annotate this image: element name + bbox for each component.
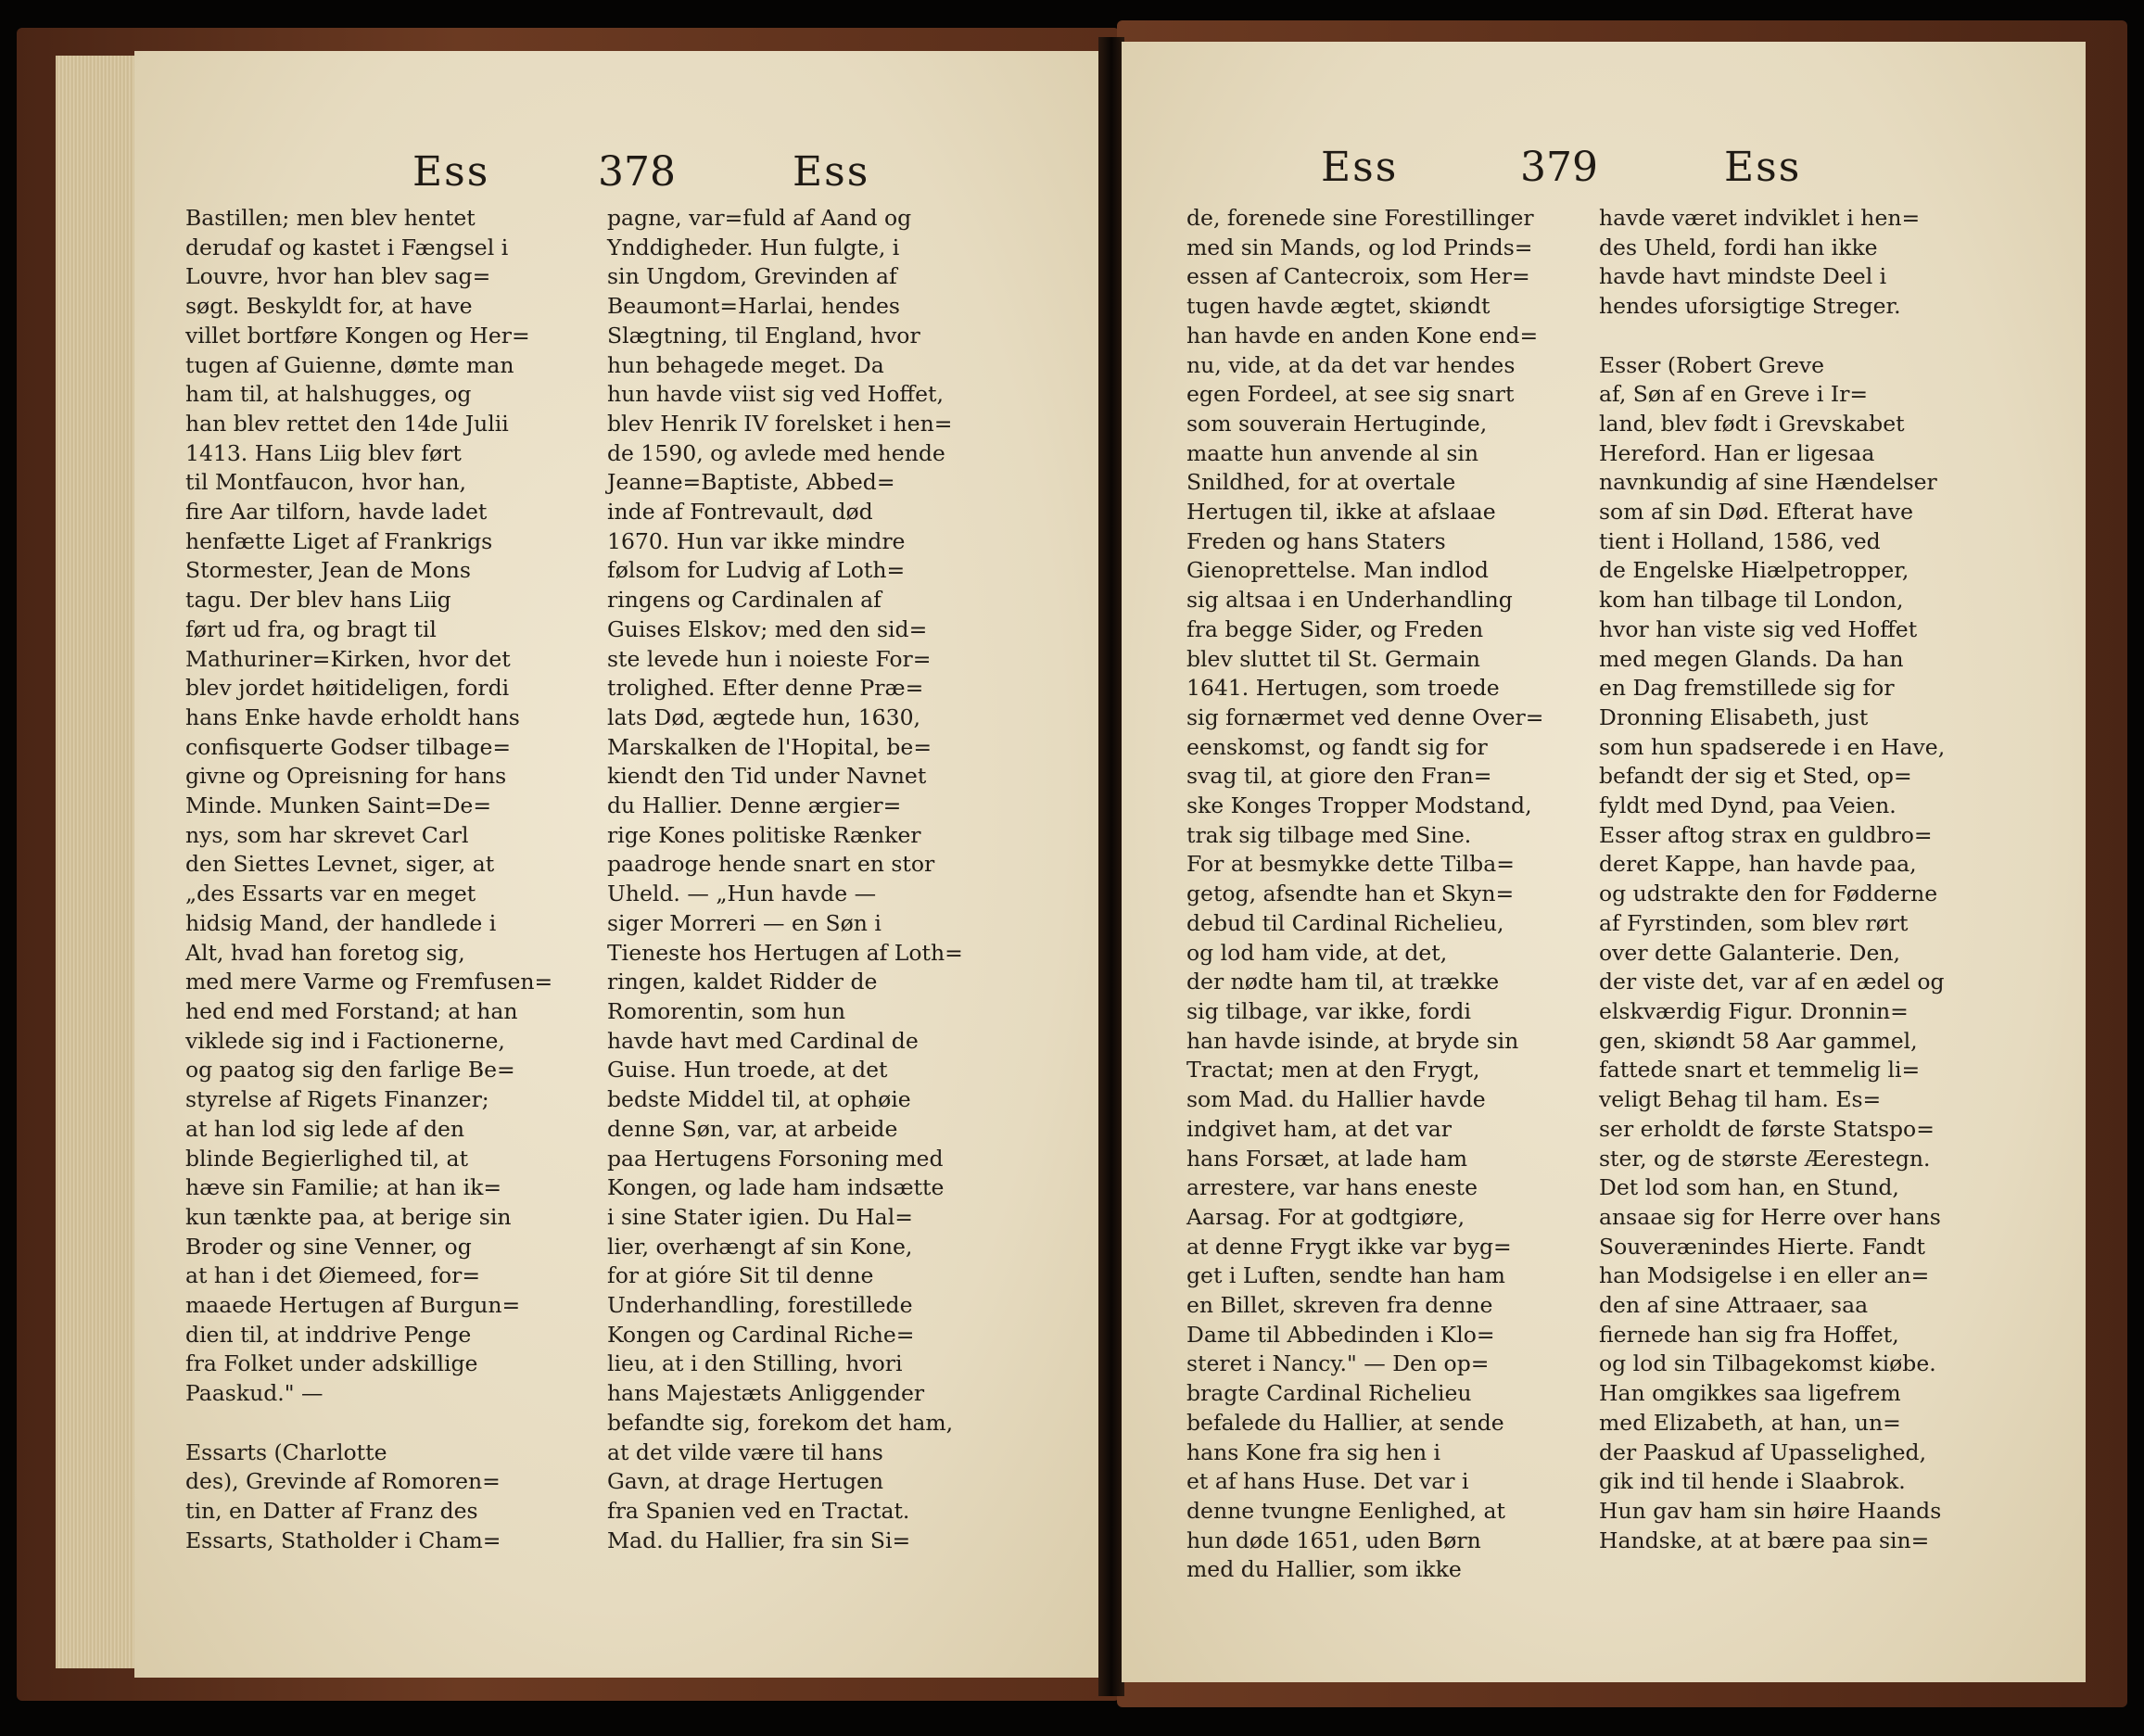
text-line: denne Søn, var, at arbeide [607, 1115, 898, 1142]
text-line: viklede sig ind i Factionerne, [185, 1027, 505, 1054]
text-line: Broder og sine Venner, og [185, 1233, 472, 1260]
text-line: Hertugen til, ikke at afslaae [1186, 499, 1496, 526]
text-line: med sin Mands, og lod Prinds= [1186, 234, 1533, 260]
text-line: Tieneste hos Hertugen af Loth= [607, 939, 963, 966]
text-line: fyldt med Dynd, paa Veien. [1599, 792, 1897, 819]
text-line: dien til, at inddrive Penge [185, 1321, 472, 1348]
text-line: en Dag fremstillede sig for [1599, 675, 1895, 702]
right-page-column-2 [1599, 204, 1984, 1555]
text-line: nu, vide, at da det var hendes [1186, 351, 1516, 378]
text-line: Dame til Abbedinden i Klo= [1186, 1321, 1495, 1348]
text-line: med megen Glands. Da han [1599, 645, 1904, 672]
text-line: Guise. Hun troede, at det [607, 1057, 888, 1083]
text-line: Souverænindes Hierte. Fandt [1599, 1233, 1925, 1260]
text-line: den Siettes Levnet, siger, at [185, 851, 495, 878]
text-line: sig fornærmet ved denne Over= [1186, 703, 1544, 730]
text-line: sin Ungdom, Grevinden af [607, 263, 897, 290]
text-line: hidsig Mand, der handlede i [185, 909, 497, 936]
text-line: land, blev født i Grevskabet [1599, 410, 1905, 437]
text-line: og udstrakte den for Fødderne [1599, 881, 1938, 907]
text-line: blev Henrik IV forelsket i hen= [607, 410, 953, 437]
text-line: havde havt mindste Deel i [1599, 263, 1887, 290]
text-line: deret Kappe, han havde paa, [1599, 851, 1917, 878]
text-line: befalede du Hallier, at sende [1186, 1409, 1504, 1436]
text-line: blinde Begierlighed til, at [185, 1145, 469, 1172]
text-line: Mathuriner=Kirken, hvor det [185, 645, 511, 672]
text-line: ringen, kaldet Ridder de [607, 969, 878, 995]
text-line: Alt, hvad han foretog sig, [185, 939, 465, 966]
text-line: følsom for Ludvig af Loth= [607, 557, 906, 584]
text-line: navnkundig af sine Hændelser [1599, 469, 1937, 496]
text-line: getog, afsendte han et Skyn= [1186, 881, 1515, 907]
text-line: hvor han viste sig ved Hoffet [1599, 615, 1918, 642]
text-line: paadroge hende snart en stor [607, 851, 935, 878]
text-line: For at besmykke dette Tilba= [1186, 851, 1515, 878]
text-line: hendes uforsigtige Streger. [1599, 293, 1901, 320]
text-line: Freden og hans Staters [1186, 527, 1446, 554]
text-line: Stormester, Jean de Mons [185, 557, 471, 584]
text-line: Ynddigheder. Hun fulgte, i [607, 234, 900, 260]
text-line: hans Kone fra sig hen i [1186, 1438, 1441, 1465]
text-line: og lod sin Tilbagekomst kiøbe. [1599, 1350, 1936, 1377]
text-line: kom han tilbage til London, [1599, 587, 1904, 614]
text-line: lieu, at i den Stilling, hvori [607, 1350, 903, 1377]
text-line: Han omgikkes saa ligefrem [1599, 1380, 1901, 1407]
text-line [1599, 322, 1984, 351]
text-line: fra Spanien ved en Tractat. [607, 1497, 910, 1524]
text-line: 1670. Hun var ikke mindre [607, 527, 906, 554]
text-line: get i Luften, sendte han ham [1186, 1262, 1505, 1289]
text-line: af, Søn af en Greve i Ir= [1599, 381, 1869, 408]
text-line: veligt Behag til ham. Es= [1599, 1086, 1882, 1113]
text-line: som hun spadserede i en Have, [1599, 733, 1946, 760]
text-line: gik ind til hende i Slaabrok. [1599, 1468, 1906, 1495]
text-line: des), Grevinde af Romoren= [185, 1468, 501, 1495]
text-line: tient i Holland, 1586, ved [1599, 527, 1881, 554]
text-line: ham til, at halshugges, og [185, 381, 472, 408]
text-line: Louvre, hvor han blev sag= [185, 263, 491, 290]
text-line: ske Konges Tropper Modstand, [1186, 792, 1532, 819]
text-line: Hereford. Han er ligesaa [1599, 439, 1875, 466]
text-line: og lod ham vide, at det, [1186, 939, 1448, 966]
text-line: Aarsag. For at godtgiøre, [1186, 1203, 1465, 1230]
right-page [1122, 42, 2086, 1682]
text-line: og paatog sig den farlige Be= [185, 1057, 515, 1083]
text-line: som Mad. du Hallier havde [1186, 1086, 1486, 1113]
text-line: fra begge Sider, og Freden [1186, 615, 1484, 642]
text-line: siger Morreri — en Søn i [607, 909, 882, 936]
text-line: havde havt med Cardinal de [607, 1027, 919, 1054]
text-line: rige Kones politiske Rænker [607, 821, 921, 848]
text-line: givne og Opreisning for hans [185, 763, 507, 790]
text-line: ansaae sig for Herre over hans [1599, 1203, 1941, 1230]
text-line: fire Aar tilforn, havde ladet [185, 499, 488, 526]
left-page-column-1 [185, 204, 570, 1555]
text-line: med du Hallier, som ikke [1186, 1556, 1462, 1583]
text-line: søgt. Beskyldt for, at have [185, 293, 473, 320]
text-line: 1641. Hertugen, som troede [1186, 675, 1500, 702]
text-line: gen, skiøndt 58 Aar gammel, [1599, 1027, 1918, 1054]
text-line: Minde. Munken Saint=De= [185, 792, 492, 819]
text-line: hans Majestæts Anliggender [607, 1380, 925, 1407]
text-line: trolighed. Efter denne Præ= [607, 675, 924, 702]
text-line: i sine Stater igien. Du Hal= [607, 1203, 913, 1230]
page-number-left: 378 [598, 148, 676, 196]
text-line: ser erholdt de første Statspo= [1599, 1115, 1935, 1142]
text-line: til Montfaucon, hvor han, [185, 469, 466, 496]
text-line: Slægtning, til England, hvor [607, 322, 920, 348]
text-line: kun tænkte paa, at berige sin [185, 1203, 512, 1230]
text-line: elskværdig Figur. Dronnin= [1599, 997, 1909, 1024]
text-line: de 1590, og avlede med hende [607, 439, 945, 466]
text-line: med Elizabeth, at han, un= [1599, 1409, 1901, 1436]
text-line: Det lod som han, en Stund, [1599, 1174, 1899, 1201]
text-line: „des Essarts var en meget [185, 881, 476, 907]
text-line: inde af Fontrevault, død [607, 499, 873, 526]
text-line: han havde isinde, at bryde sin [1186, 1027, 1519, 1054]
right-page-column-1 [1186, 204, 1576, 1585]
text-line: 1413. Hans Liig blev ført [185, 439, 462, 466]
text-line: et af hans Huse. Det var i [1186, 1468, 1469, 1495]
text-line: fattede snart et temmelig li= [1599, 1057, 1921, 1083]
text-line: Kongen og Cardinal Riche= [607, 1321, 915, 1348]
text-line: befandte sig, forekom det ham, [607, 1409, 954, 1436]
text-line: Romorentin, som hun [607, 997, 845, 1024]
text-line: Bastillen; men blev hentet [185, 205, 476, 231]
text-line: at han i det Øiemeed, for= [185, 1262, 481, 1289]
text-line: villet bortføre Kongen og Her= [185, 322, 530, 348]
text-line: Gienoprettelse. Man indlod [1186, 557, 1489, 584]
text-line: debud til Cardinal Richelieu, [1186, 909, 1504, 936]
text-line: af Fyrstinden, som blev rørt [1599, 909, 1909, 936]
text-line: over dette Galanterie. Den, [1599, 939, 1900, 966]
text-line: tugen havde ægtet, skiøndt [1186, 293, 1491, 320]
text-line: der nødte ham til, at trække [1186, 969, 1500, 995]
text-line: hun døde 1651, uden Børn [1186, 1527, 1481, 1553]
text-line: fra Folket under adskillige [185, 1350, 478, 1377]
text-line: Hun gav ham sin høire Haands [1599, 1497, 1942, 1524]
text-line: hans Forsæt, at lade ham [1186, 1145, 1468, 1172]
text-line: sig altsaa i en Underhandling [1186, 587, 1513, 614]
text-line: Esser (Robert Greve [1599, 351, 1825, 378]
text-line: svag til, at giore den Fran= [1186, 763, 1492, 790]
text-line: fiernede han sig fra Hoffet, [1599, 1321, 1899, 1348]
text-line: der Paaskud af Upasselighed, [1599, 1438, 1927, 1465]
text-line: blev sluttet til St. Germain [1186, 645, 1480, 672]
text-line: havde været indviklet i hen= [1599, 205, 1921, 231]
text-line: Guises Elskov; med den sid= [607, 615, 928, 642]
text-line: hun behagede meget. Da [607, 351, 884, 378]
text-line: tin, en Datter af Franz des [185, 1497, 478, 1524]
text-line [185, 1409, 570, 1438]
text-line: des Uheld, fordi han ikke [1599, 234, 1878, 260]
text-line: Uheld. — „Hun havde — [607, 881, 877, 907]
text-line: lier, overhængt af sin Kone, [607, 1233, 913, 1260]
text-line: de Engelske Hiælpetropper, [1599, 557, 1909, 584]
text-line: som af sin Død. Efterat have [1599, 499, 1913, 526]
text-line: hun havde viist sig ved Hoffet, [607, 381, 944, 408]
text-line: Jeanne=Baptiste, Abbed= [607, 469, 895, 496]
running-head-right: Ess [793, 148, 870, 196]
text-line: befandt der sig et Sted, op= [1599, 763, 1912, 790]
text-line: der viste det, var af en ædel og [1599, 969, 1945, 995]
running-head-left: Ess [412, 148, 490, 196]
text-line: egen Fordeel, at see sig snart [1186, 381, 1515, 408]
text-line: ført ud fra, og bragt til [185, 615, 437, 642]
text-line: Essarts, Statholder i Cham= [185, 1527, 501, 1553]
text-line: Dronning Elisabeth, just [1599, 703, 1869, 730]
text-line: blev jordet høitideligen, fordi [185, 675, 510, 702]
text-line: han havde en anden Kone end= [1186, 322, 1539, 348]
text-line: Essarts (Charlotte [185, 1438, 387, 1465]
text-line: paa Hertugens Forsoning med [607, 1145, 944, 1172]
running-head-right: Ess [1724, 144, 1802, 191]
text-line: for at gióre Sit til denne [607, 1262, 874, 1289]
text-line: du Hallier. Denne ærgier= [607, 792, 902, 819]
text-line: Tractat; men at den Frygt, [1186, 1057, 1480, 1083]
text-line: confisquerte Godser tilbage= [185, 733, 512, 760]
text-line: trak sig tilbage med Sine. [1186, 821, 1472, 848]
text-line: eenskomst, og fandt sig for [1186, 733, 1488, 760]
text-line: indgivet ham, at det var [1186, 1115, 1453, 1142]
page-edges [56, 56, 139, 1668]
text-line: styrelse af Rigets Finanzer; [185, 1086, 489, 1113]
text-line: lats Død, ægtede hun, 1630, [607, 703, 920, 730]
text-line: den af sine Attraaer, saa [1599, 1292, 1869, 1319]
left-page [134, 51, 1103, 1678]
text-line: Mad. du Hallier, fra sin Si= [607, 1527, 911, 1553]
left-page-column-2 [607, 204, 996, 1555]
text-line: arrestere, var hans eneste [1186, 1174, 1478, 1201]
running-head-left: Ess [1321, 144, 1399, 191]
text-line: Esser aftog strax en guldbro= [1599, 821, 1933, 848]
text-line: tugen af Guienne, dømte man [185, 351, 514, 378]
text-line: hed end med Forstand; at han [185, 997, 518, 1024]
text-line: Gavn, at drage Hertugen [607, 1468, 884, 1495]
text-line: Kongen, og lade ham indsætte [607, 1174, 945, 1201]
text-line: maatte hun anvende al sin [1186, 439, 1479, 466]
text-line: at denne Frygt ikke var byg= [1186, 1233, 1512, 1260]
text-line: maaede Hertugen af Burgun= [185, 1292, 521, 1319]
text-line: Marskalken de l'Hopital, be= [607, 733, 932, 760]
text-line: Snildhed, for at overtale [1186, 469, 1456, 496]
text-line: Handske, at at bære paa sin= [1599, 1527, 1930, 1553]
text-line: Paaskud." — [185, 1380, 324, 1407]
text-line: Beaumont=Harlai, hendes [607, 293, 900, 320]
text-line: bragte Cardinal Richelieu [1186, 1380, 1472, 1407]
text-line: ster, og de største Æerestegn. [1599, 1145, 1931, 1172]
text-line: derudaf og kastet i Fængsel i [185, 234, 509, 260]
text-line: henfætte Liget af Frankrigs [185, 527, 493, 554]
page-number-right: 379 [1520, 144, 1598, 191]
text-line: han Modsigelse i en eller an= [1599, 1262, 1930, 1289]
text-line: at det vilde være til hans [607, 1438, 883, 1465]
text-line: essen af Cantecroix, som Her= [1186, 263, 1530, 290]
text-line: tagu. Der blev hans Liig [185, 587, 451, 614]
text-line: bedste Middel til, at ophøie [607, 1086, 911, 1113]
text-line: kiendt den Tid under Navnet [607, 763, 927, 790]
text-line: hæve sin Familie; at han ik= [185, 1174, 502, 1201]
text-line: Underhandling, forestillede [607, 1292, 913, 1319]
text-line: at han lod sig lede af den [185, 1115, 465, 1142]
text-line: steret i Nancy." — Den op= [1186, 1350, 1490, 1377]
text-line: som souverain Hertuginde, [1186, 410, 1488, 437]
text-line: ste levede hun i noieste For= [607, 645, 932, 672]
text-line: sig tilbage, var ikke, fordi [1186, 997, 1471, 1024]
text-line: hans Enke havde erholdt hans [185, 703, 520, 730]
book-gutter [1098, 37, 1124, 1696]
text-line: denne tvungne Eenlighed, at [1186, 1497, 1505, 1524]
text-line: de, forenede sine Forestillinger [1186, 205, 1534, 231]
text-line: pagne, var=fuld af Aand og [607, 205, 912, 231]
text-line: nys, som har skrevet Carl [185, 821, 469, 848]
text-line: han blev rettet den 14de Julii [185, 410, 509, 437]
text-line: en Billet, skreven fra denne [1186, 1292, 1493, 1319]
text-line: ringens og Cardinalen af [607, 587, 882, 614]
text-line: med mere Varme og Fremfusen= [185, 969, 553, 995]
